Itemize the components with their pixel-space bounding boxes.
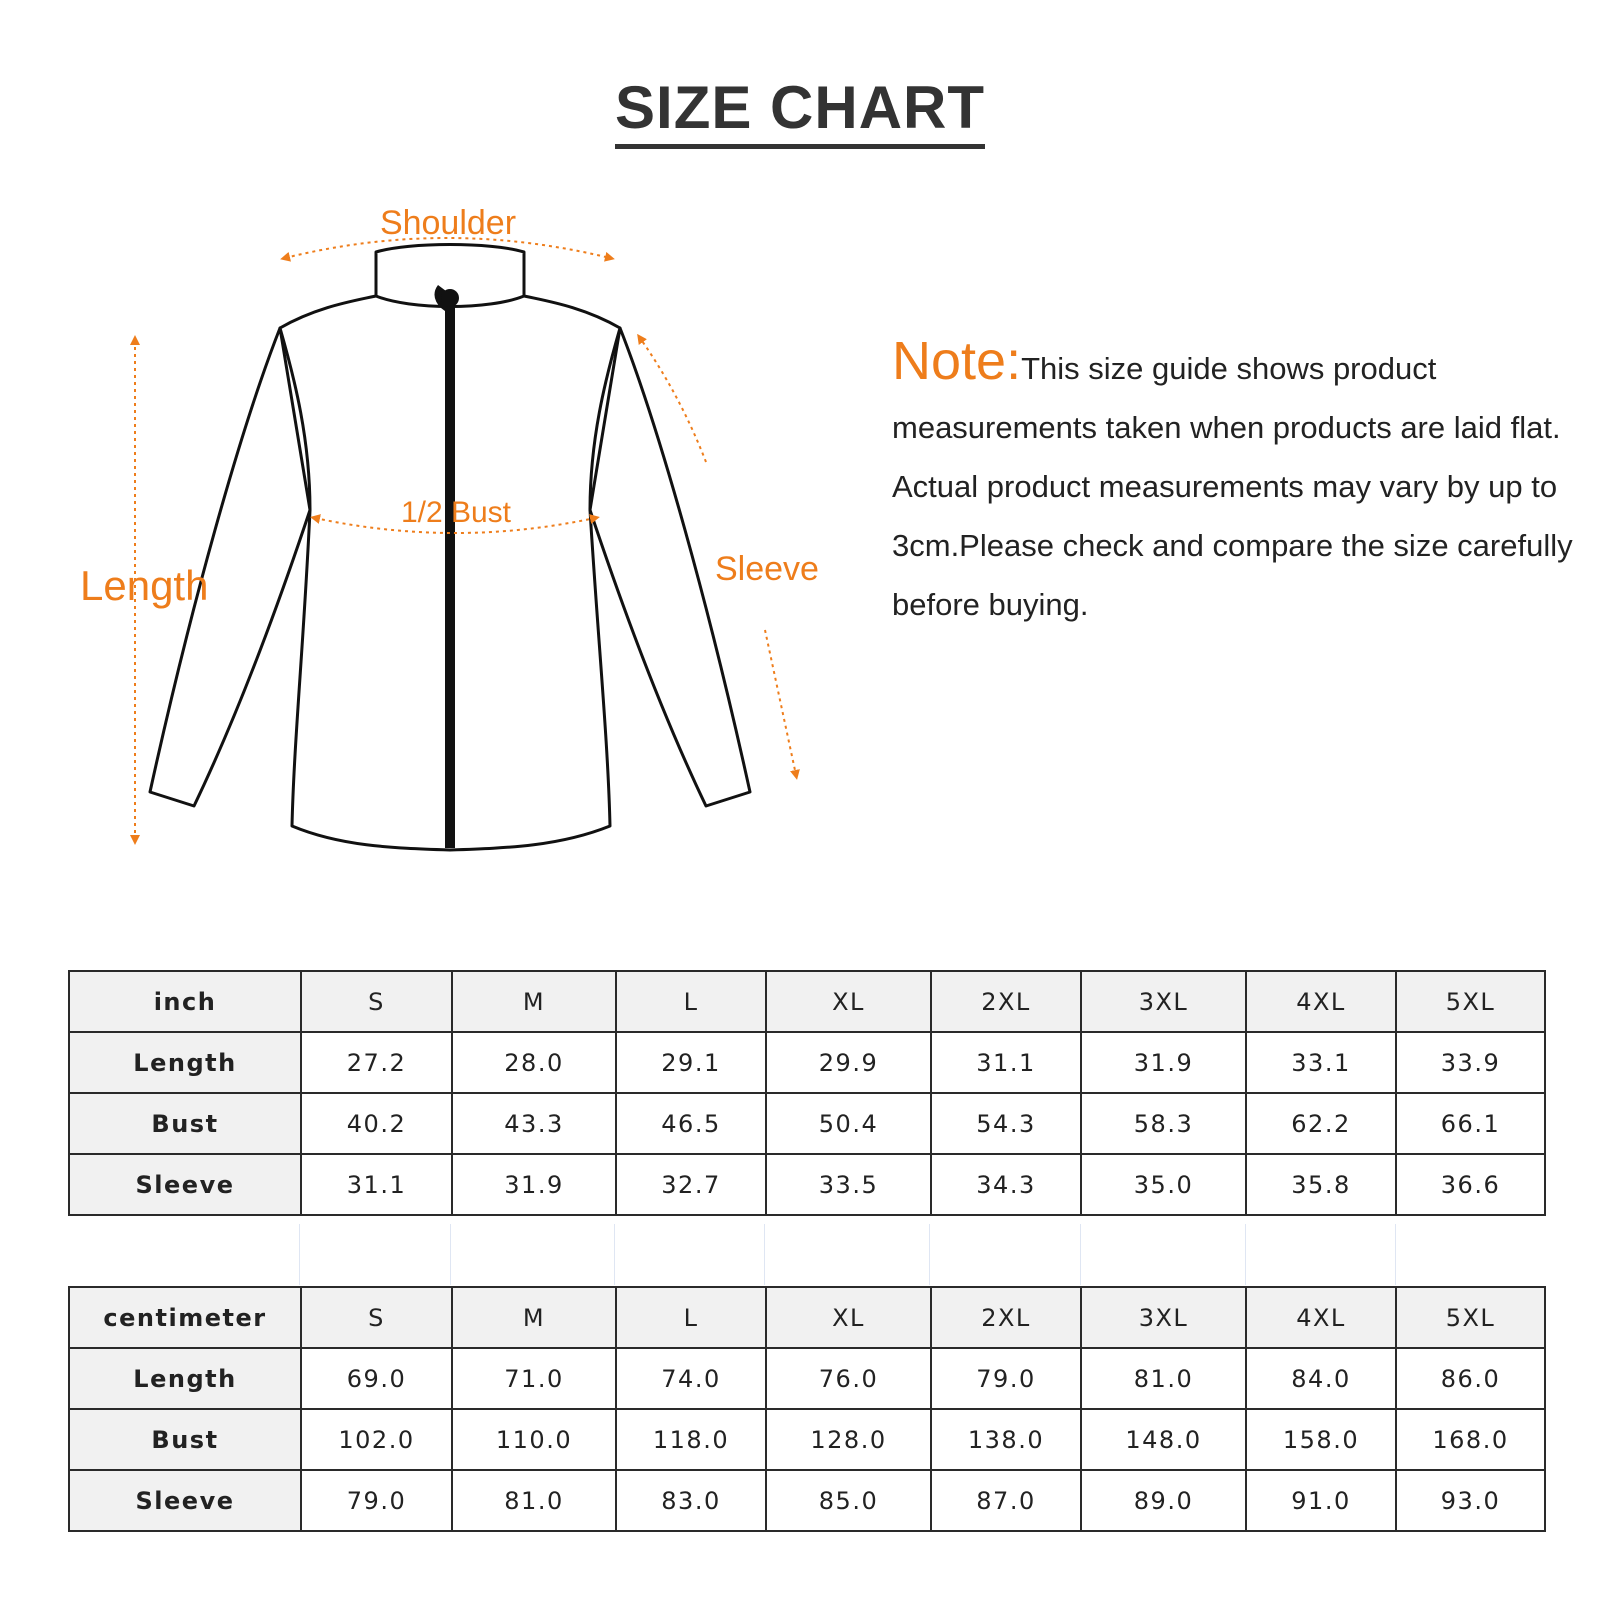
table-cell: 32.7: [616, 1154, 766, 1215]
size-header: S: [301, 971, 452, 1032]
table-cell: 34.3: [931, 1154, 1081, 1215]
bust-label: 1/2 Bust: [400, 496, 512, 529]
size-header: 5XL: [1396, 971, 1545, 1032]
note-text: This size guide shows product measurements taken when products are laid flat. Actual product measurements may vary by up to 3cm.Please check and compare the size carefully before buying.: [892, 351, 1573, 622]
row-label: Length: [69, 1032, 301, 1093]
size-header: 2XL: [931, 971, 1081, 1032]
table-cell: 158.0: [1246, 1409, 1396, 1470]
size-header: 4XL: [1246, 1287, 1396, 1348]
table-cell: 31.9: [452, 1154, 616, 1215]
table-cell: 84.0: [1246, 1348, 1396, 1409]
size-header: 5XL: [1396, 1287, 1545, 1348]
table-cell: 138.0: [931, 1409, 1081, 1470]
table-cell: 83.0: [616, 1470, 766, 1531]
table-cell: 81.0: [452, 1470, 616, 1531]
table-cell: 85.0: [766, 1470, 931, 1531]
table-row: [69, 1348, 1545, 1409]
table-row: [69, 1032, 1545, 1093]
table-cell: 168.0: [1396, 1409, 1545, 1470]
table-cell: 86.0: [1396, 1348, 1545, 1409]
size-header: XL: [766, 971, 931, 1032]
note-block: [892, 332, 1582, 634]
table-cell: 93.0: [1396, 1470, 1545, 1531]
table-header-row: [69, 971, 1545, 1032]
table-cell: 27.2: [301, 1032, 452, 1093]
size-header: S: [301, 1287, 452, 1348]
table-spacer: [68, 1224, 1544, 1285]
table-cell: 54.3: [931, 1093, 1081, 1154]
table-cell: 31.1: [931, 1032, 1081, 1093]
table-cell: 79.0: [931, 1348, 1081, 1409]
table-cell: 50.4: [766, 1093, 931, 1154]
table-cell: 29.9: [766, 1032, 931, 1093]
table-cell: 148.0: [1081, 1409, 1246, 1470]
size-table-centimeter: [68, 1286, 1546, 1532]
unit-label: centimeter: [69, 1287, 301, 1348]
note-label: Note:: [892, 331, 1022, 391]
sleeve-label: Sleeve: [715, 550, 819, 588]
table-row: [69, 1470, 1545, 1531]
unit-label: inch: [69, 971, 301, 1032]
table-cell: 71.0: [452, 1348, 616, 1409]
table-cell: 79.0: [301, 1470, 452, 1531]
table-cell: 31.1: [301, 1154, 452, 1215]
table-cell: 35.8: [1246, 1154, 1396, 1215]
table-row: [69, 1409, 1545, 1470]
shoulder-label: Shoulder: [379, 204, 517, 242]
row-label: Sleeve: [69, 1154, 301, 1215]
table-cell: 66.1: [1396, 1093, 1545, 1154]
row-label: Bust: [69, 1093, 301, 1154]
size-header: 2XL: [931, 1287, 1081, 1348]
row-label: Sleeve: [69, 1470, 301, 1531]
page-title: SIZE CHART: [615, 78, 985, 149]
table-cell: 33.1: [1246, 1032, 1396, 1093]
page-title-wrap: [0, 74, 1600, 149]
size-header: 3XL: [1081, 1287, 1246, 1348]
table-cell: 31.9: [1081, 1032, 1246, 1093]
table-cell: 29.1: [616, 1032, 766, 1093]
table-cell: 74.0: [616, 1348, 766, 1409]
row-label: Bust: [69, 1409, 301, 1470]
table-cell: 40.2: [301, 1093, 452, 1154]
length-label: Length: [80, 562, 209, 609]
sleeve-arrow-lower: [765, 630, 796, 775]
table-cell: 58.3: [1081, 1093, 1246, 1154]
size-header: M: [452, 1287, 616, 1348]
table-cell: 35.0: [1081, 1154, 1246, 1215]
table-cell: 33.9: [1396, 1032, 1545, 1093]
row-label: Length: [69, 1348, 301, 1409]
table-cell: 36.6: [1396, 1154, 1545, 1215]
table-header-row: [69, 1287, 1545, 1348]
jacket-diagram: [0, 180, 860, 900]
table-cell: 33.5: [766, 1154, 931, 1215]
table-row: [69, 1154, 1545, 1215]
table-cell: 62.2: [1246, 1093, 1396, 1154]
jacket-outline-icon: [0, 180, 860, 900]
table-cell: 128.0: [766, 1409, 931, 1470]
table-cell: 91.0: [1246, 1470, 1396, 1531]
table-cell: 81.0: [1081, 1348, 1246, 1409]
table-cell: 118.0: [616, 1409, 766, 1470]
size-header: L: [616, 971, 766, 1032]
table-cell: 76.0: [766, 1348, 931, 1409]
table-cell: 110.0: [452, 1409, 616, 1470]
table-cell: 102.0: [301, 1409, 452, 1470]
table-cell: 89.0: [1081, 1470, 1246, 1531]
size-header: M: [452, 971, 616, 1032]
table-cell: 69.0: [301, 1348, 452, 1409]
size-header: L: [616, 1287, 766, 1348]
size-header: 4XL: [1246, 971, 1396, 1032]
table-cell: 28.0: [452, 1032, 616, 1093]
table-cell: 43.3: [452, 1093, 616, 1154]
size-header: XL: [766, 1287, 931, 1348]
size-header: 3XL: [1081, 971, 1246, 1032]
table-row: [69, 1093, 1545, 1154]
table-cell: 87.0: [931, 1470, 1081, 1531]
size-table-inch: [68, 970, 1546, 1216]
table-cell: 46.5: [616, 1093, 766, 1154]
